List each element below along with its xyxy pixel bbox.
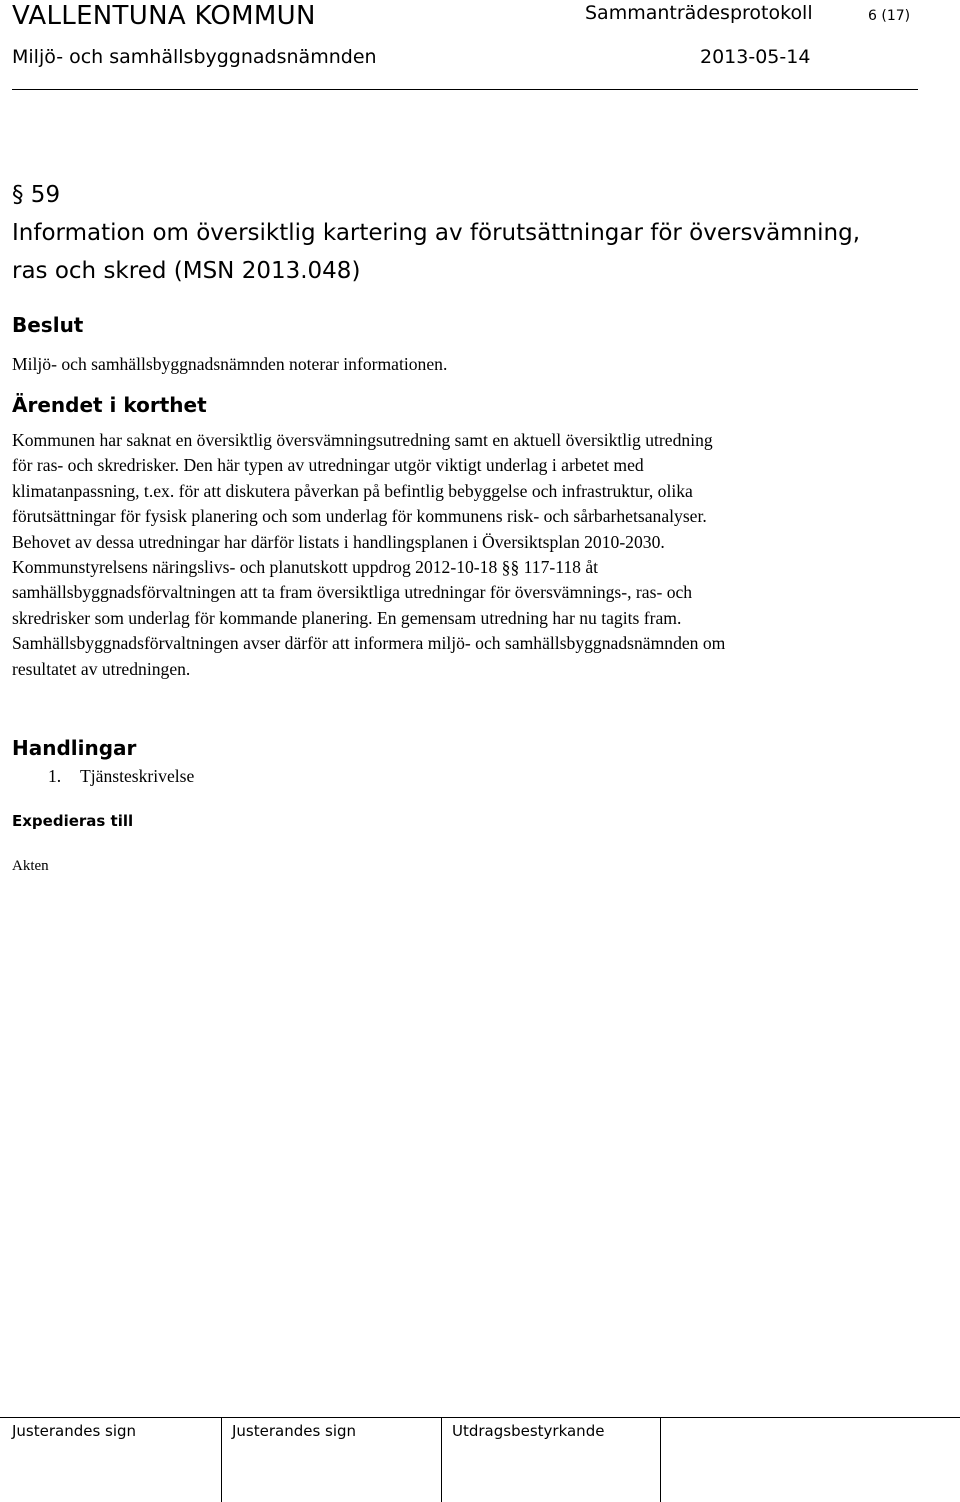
- footer-signature-label: Justerandes sign: [12, 1422, 137, 1440]
- arendet-line: samhällsbyggnadsförvaltningen att ta fram översiktliga utredningar för översvämnings-, ras- och: [12, 582, 693, 603]
- paragraph-number: § 59: [12, 182, 61, 208]
- arendet-body: [12, 428, 917, 682]
- arendet-line: skredrisker som underlag för kommande planering. En gemensam utredning har nu tagits fram.: [12, 607, 682, 628]
- footer-certification-label: Utdragsbestyrkande: [452, 1422, 605, 1440]
- expedieras-heading: Expedieras till: [12, 812, 134, 830]
- list-item-label: Tjänsteskrivelse: [80, 766, 195, 786]
- footer-divider: [0, 1417, 960, 1418]
- list-item: [48, 764, 194, 789]
- arendet-line: klimatanpassning, t.ex. för att diskutera påverkan på befintlig bebyggelse och infrastruktur, olika: [12, 480, 693, 501]
- organization-name: VALLENTUNA KOMMUN: [12, 1, 316, 31]
- paragraph-title-line: Information om översiktlig kartering av förutsättningar för översvämning,: [12, 220, 861, 246]
- footer-column-divider: [660, 1417, 661, 1502]
- arendet-line: förutsättningar för fysisk planering och som underlag för kommunens risk- och sårbarhetsanalyser.: [12, 506, 707, 527]
- arendet-line: för ras- och skredrisker. Den här typen av utredningar utgör viktigt underlag i arbetet med: [12, 455, 644, 476]
- arendet-line: Samhällsbyggnadsförvaltningen avser därför att informera miljö- och samhällsbyggnadsnämnden om: [12, 633, 726, 654]
- page-number: 6 (17): [868, 8, 911, 24]
- expedieras-recipient: Akten: [12, 858, 49, 874]
- board-name: Miljö- och samhällsbyggnadsnämnden: [12, 46, 377, 68]
- paragraph-title-line: ras och skred (MSN 2013.048): [12, 258, 361, 284]
- footer-column-divider: [441, 1417, 442, 1502]
- arendet-line: Kommunstyrelsens näringslivs- och planutskott uppdrog 2012-10-18 §§ 117-118 åt: [12, 557, 599, 578]
- paragraph-title-block: [12, 176, 860, 290]
- arendet-heading: Ärendet i korthet: [12, 393, 207, 417]
- header-divider: [12, 89, 918, 90]
- meeting-date: 2013-05-14: [700, 46, 811, 68]
- list-item-number: 1.: [48, 766, 62, 786]
- handlingar-heading: Handlingar: [12, 736, 137, 760]
- beslut-heading: Beslut: [12, 313, 84, 337]
- arendet-line: Behovet av dessa utredningar har därför listats i handlingsplanen i Översiktsplan 2010-2030.: [12, 531, 665, 552]
- document-type: Sammanträdesprotokoll: [585, 2, 813, 24]
- arendet-line: resultatet av utredningen.: [12, 658, 191, 679]
- arendet-line: Kommunen har saknat en översiktlig översvämningsutredning samt en aktuell översiktlig utredning: [12, 430, 713, 450]
- beslut-text: Miljö- och samhällsbyggnadsnämnden noterar informationen.: [12, 354, 448, 374]
- footer-signature-label: Justerandes sign: [232, 1422, 357, 1440]
- footer-column-divider: [221, 1417, 222, 1502]
